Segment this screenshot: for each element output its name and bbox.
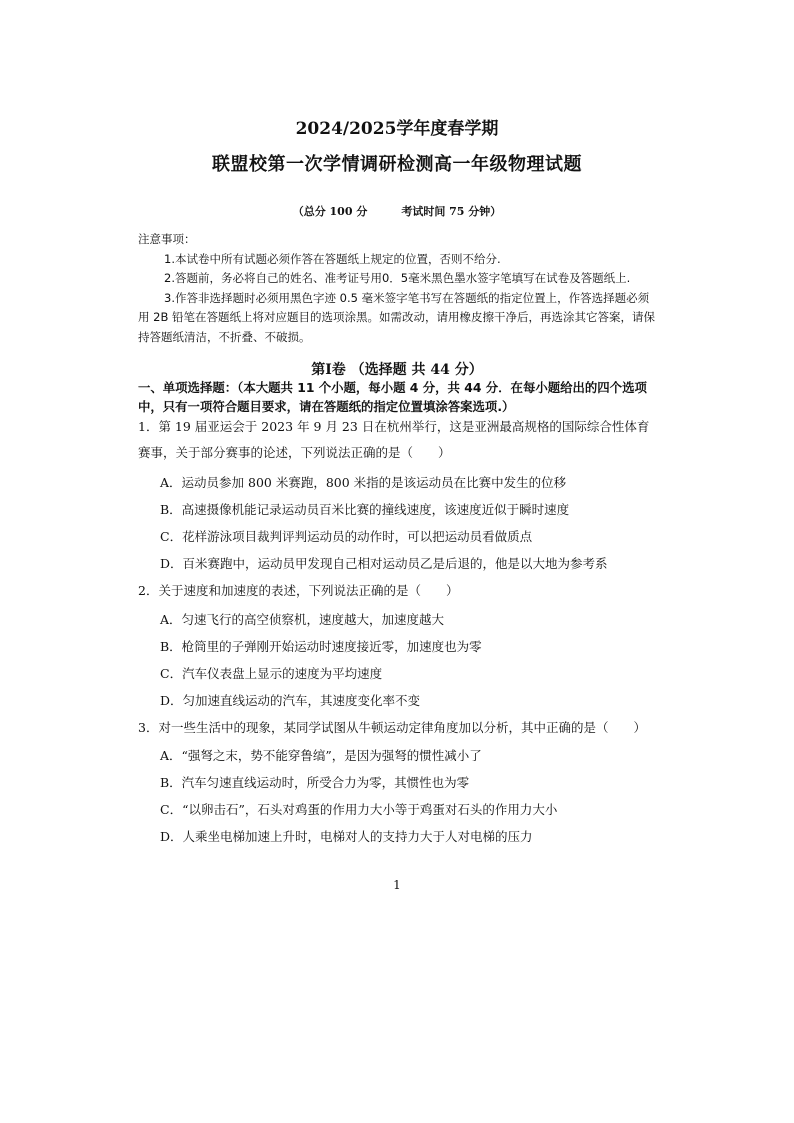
- question-stem: 1．第 19 届亚运会于 2023 年 9 月 23 日在杭州举行，这是亚洲最高规格的国际综合性体育赛事，关于部分赛事的论述，下列说法正确的是（ ）: [138, 419, 650, 460]
- total-score: （总分 100 分: [292, 205, 368, 218]
- question-option: A．运动员参加 800 米赛跑，800 米指的是该运动员在比赛中发生的位移: [160, 475, 567, 490]
- question-option: A．匀速飞行的高空侦察机，速度越大，加速度越大: [160, 612, 445, 627]
- exam-title-main: 联盟校第一次学情调研检测高一年级物理试题: [212, 154, 582, 175]
- question-option: B．高速摄像机能记录运动员百米比赛的撞线速度，该速度近似于瞬时速度: [160, 502, 570, 517]
- question-option: A．“强弩之末，势不能穿鲁缟”，是因为强弩的惯性减小了: [160, 748, 482, 763]
- section-heading: 第Ⅰ卷 （选择题 共 44 分）: [311, 362, 483, 378]
- page-number: 1: [393, 878, 401, 892]
- note-item: 2.答题前，务必将自己的姓名、准考证号用0．5毫米黑色墨水签字笔填写在试卷及答题纸上.: [164, 271, 631, 286]
- question-option: B．汽车匀速直线运动时，所受合力为零，其惯性也为零: [160, 775, 470, 790]
- question-option: C．汽车仪表盘上显示的速度为平均速度: [160, 666, 383, 681]
- note-item: 1.本试卷中所有试题必须作答在答题纸上规定的位置，否则不给分.: [164, 251, 501, 266]
- exam-time: 考试时间 75 分钟）: [401, 205, 502, 218]
- question-stem: 3．对一些生活中的现象，某同学试图从牛顿运动定律角度加以分析，其中正确的是（ ）: [138, 720, 646, 735]
- question-option: C．花样游泳项目裁判评判运动员的动作时，可以把运动员看做质点: [160, 529, 533, 544]
- question-option: B．枪筒里的子弹刚开始运动时速度接近零，加速度也为零: [160, 639, 482, 654]
- section-description: 一、单项选择题：（本大题共 11 个小题，每小题 4 分，共 44 分．在每小题给出的四个选项中，只有一项符合题目要求，请在答题纸的指定位置填涂答案选项.）: [138, 380, 647, 414]
- notes-heading: 注意事项：: [138, 232, 196, 246]
- question-option: D．人乘坐电梯加速上升时，电梯对人的支持力大于人对电梯的压力: [160, 829, 533, 844]
- exam-title-term: 2024/2025学年度春学期: [295, 119, 499, 139]
- exam-meta: [0, 203, 794, 219]
- note-item: 3.作答非选择题时必须用黑色字迹 0.5 毫米签字笔书写在答题纸的指定位置上，作答选择题必须用 2B 铅笔在答题纸上将对应题目的选项涂黑。如需改动，请用橡皮擦干净后，再选涂其它答案，请保持答题纸清洁，不折叠、不破损。: [138, 290, 656, 344]
- question-option: D．匀加速直线运动的汽车，其速度变化率不变: [160, 693, 421, 708]
- question-option: C．“以卵击石”，石头对鸡蛋的作用力大小等于鸡蛋对石头的作用力大小: [160, 802, 558, 817]
- question-stem: 2．关于速度和加速度的表述，下列说法正确的是（ ）: [138, 583, 459, 598]
- notes-block: [138, 230, 658, 348]
- question-option: D．百米赛跑中，运动员甲发现自己相对运动员乙是后退的，他是以大地为参考系: [160, 556, 608, 571]
